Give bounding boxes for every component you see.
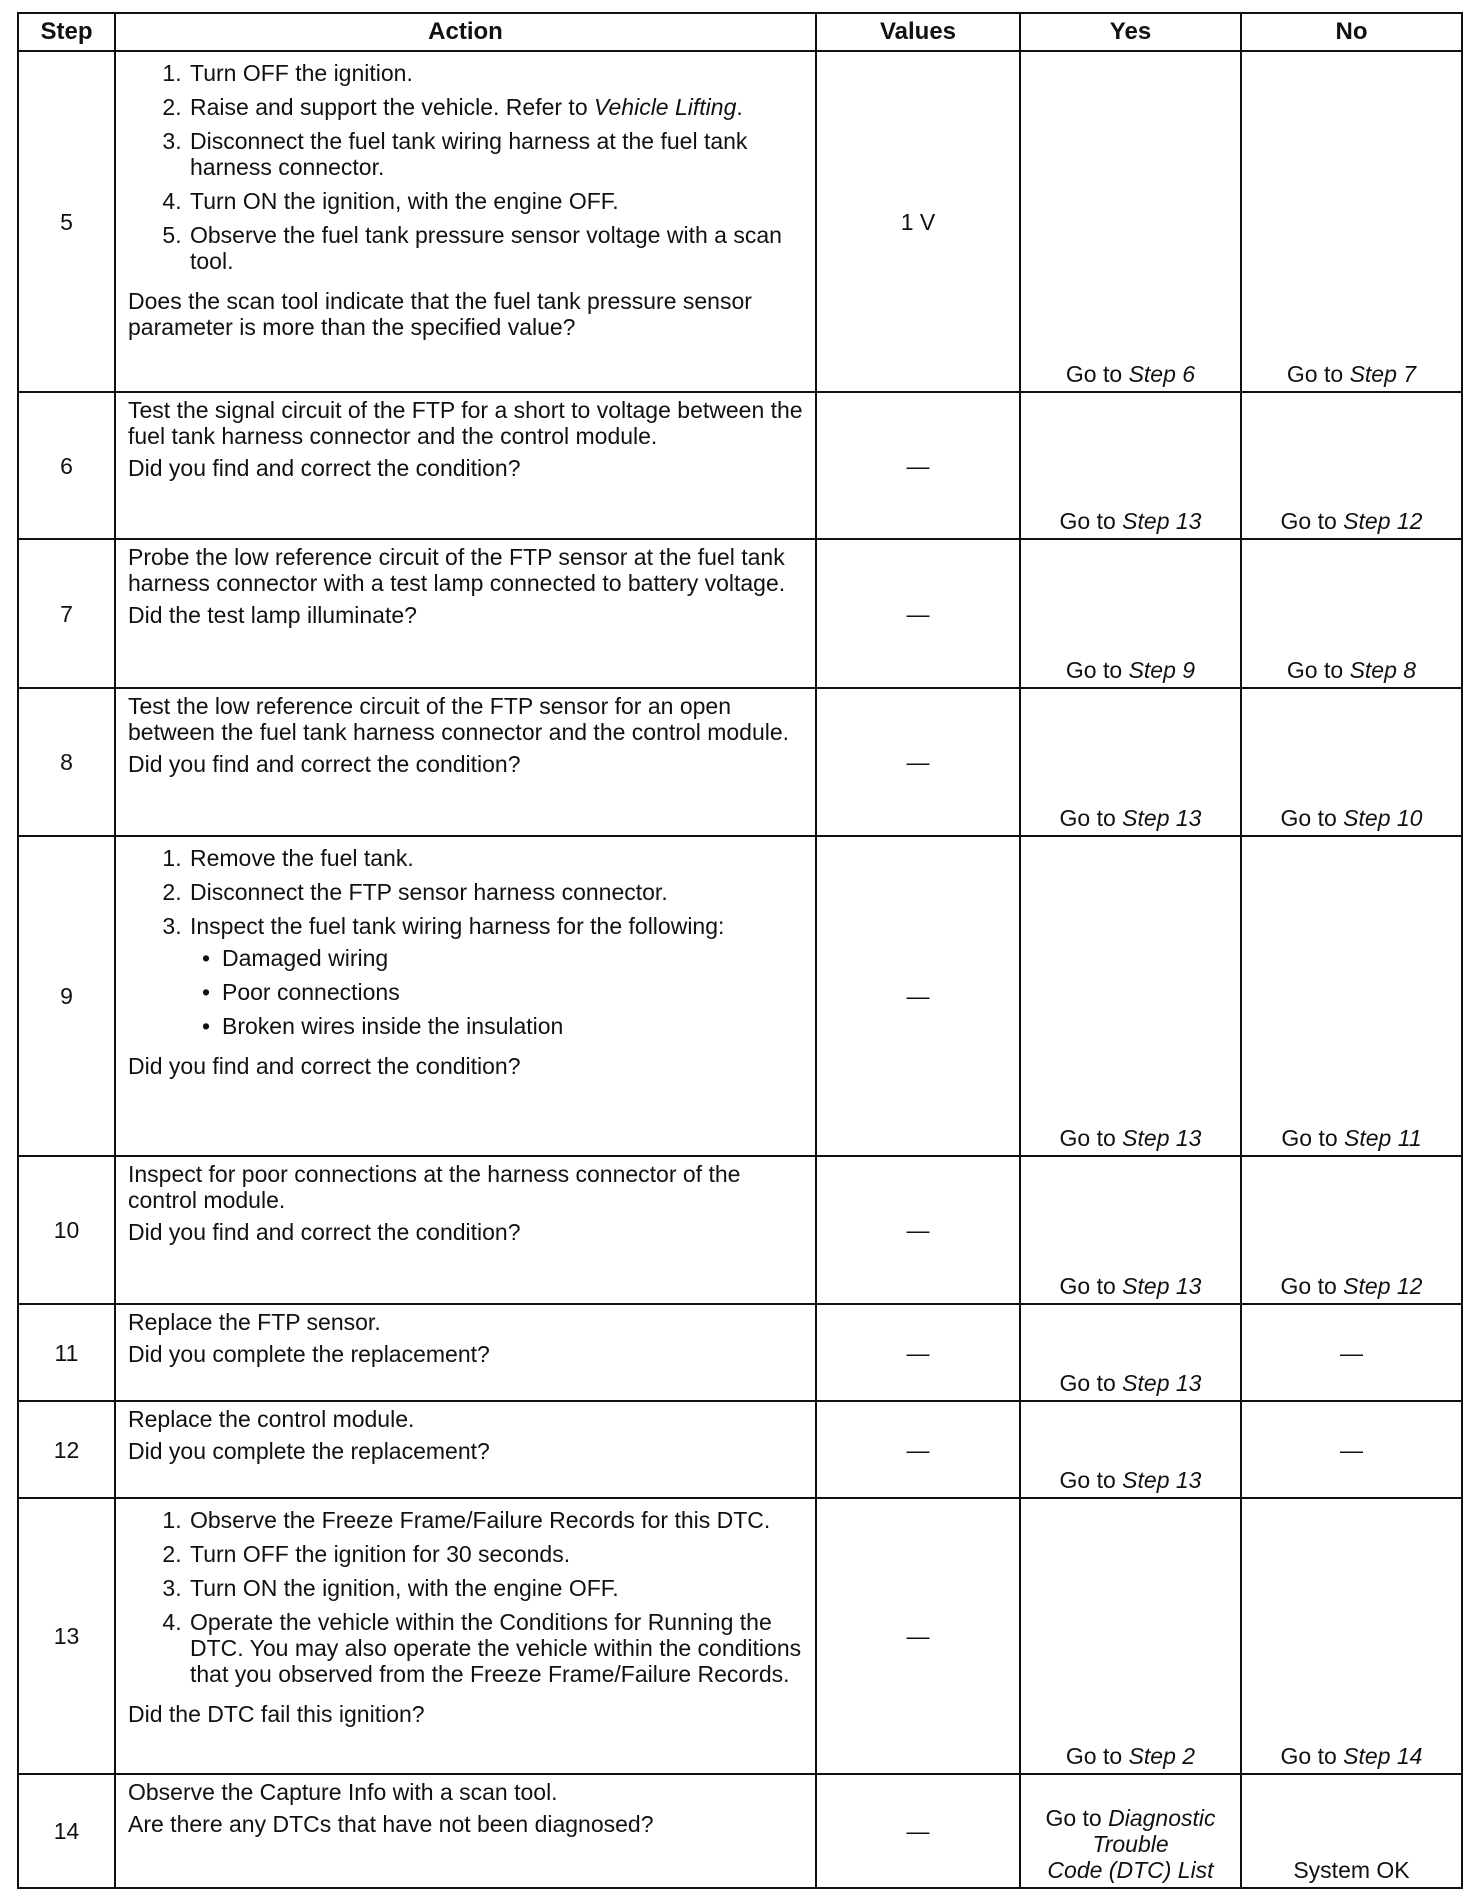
no-cell[interactable]: Go to Step 11 [1241, 836, 1462, 1156]
yes-cell[interactable]: Go to Step 13 [1020, 392, 1241, 539]
header-action: Action [115, 13, 816, 51]
inspection-list [190, 945, 805, 1039]
step-number: 8 [18, 688, 115, 836]
action-question: Did you complete the replacement? [128, 1438, 490, 1464]
yes-cell[interactable]: Go to Step 13 [1020, 1401, 1241, 1498]
value-cell: — [816, 1498, 1020, 1774]
table-row [18, 392, 1462, 539]
action-text: Observe the Capture Info with a scan tool. [128, 1779, 558, 1805]
header-no: No [1241, 13, 1462, 51]
step-number: 12 [18, 1401, 115, 1498]
action-cell [115, 392, 816, 539]
step-number: 5 [18, 51, 115, 392]
action-text: Replace the control module. [128, 1406, 415, 1432]
value-cell: — [816, 392, 1020, 539]
action-cell [115, 688, 816, 836]
action-question: Are there any DTCs that have not been diagnosed? [128, 1811, 654, 1837]
value-cell: — [816, 836, 1020, 1156]
action-cell [115, 1304, 816, 1401]
table-row [18, 688, 1462, 836]
action-step: 2. Disconnect the FTP sensor harness connector. [188, 879, 805, 905]
list-item: • Poor connections [220, 979, 805, 1005]
no-cell[interactable]: Go to Step 12 [1241, 1156, 1462, 1304]
action-question: Does the scan tool indicate that the fuel tank pressure sensor parameter is more than the specified value? [128, 288, 752, 340]
yes-cell[interactable]: Go to Step 13 [1020, 1156, 1241, 1304]
action-step: 3. Disconnect the fuel tank wiring harness at the fuel tank harness connector. [188, 128, 805, 180]
no-cell: — [1241, 1401, 1462, 1498]
action-text: Probe the low reference circuit of the FTP sensor at the fuel tank harness connector with a test lamp connected to battery voltage. [128, 544, 786, 596]
yes-cell[interactable]: Go to Step 13 [1020, 1304, 1241, 1401]
no-cell: System OK [1241, 1774, 1462, 1888]
action-text: Test the low reference circuit of the FTP sensor for an open between the fuel tank harness connector and the control module. [128, 693, 790, 745]
table-row [18, 1498, 1462, 1774]
header-values: Values [816, 13, 1020, 51]
no-cell[interactable]: Go to Step 8 [1241, 539, 1462, 688]
action-steps [128, 1507, 805, 1695]
action-step: 2. Turn OFF the ignition for 30 seconds. [188, 1541, 805, 1567]
yes-cell[interactable]: Go to Diagnostic Trouble Code (DTC) List [1020, 1774, 1241, 1888]
action-cell [115, 1498, 816, 1774]
header-row [18, 13, 1462, 51]
action-step: 5. Observe the fuel tank pressure sensor voltage with a scan tool. [188, 222, 805, 274]
action-steps [128, 845, 805, 1039]
vehicle-lifting-ref[interactable]: Vehicle Lifting [594, 94, 737, 120]
step-number: 9 [18, 836, 115, 1156]
value-cell: 1 V [816, 51, 1020, 392]
no-cell[interactable]: Go to Step 12 [1241, 392, 1462, 539]
table-row [18, 539, 1462, 688]
action-step: 3. Turn ON the ignition, with the engine OFF. [188, 1575, 805, 1601]
action-question: Did the test lamp illuminate? [128, 602, 417, 628]
value-cell: — [816, 1304, 1020, 1401]
action-cell [115, 1401, 816, 1498]
no-cell[interactable]: Go to Step 7 [1241, 51, 1462, 392]
no-cell[interactable]: Go to Step 10 [1241, 688, 1462, 836]
value-cell: — [816, 1401, 1020, 1498]
no-cell[interactable]: Go to Step 14 [1241, 1498, 1462, 1774]
step-number: 14 [18, 1774, 115, 1888]
yes-cell[interactable]: Go to Step 2 [1020, 1498, 1241, 1774]
action-step: 3. Inspect the fuel tank wiring harness for the following: • Damaged wiring • Poor connections • Broken wires inside the insulation [188, 913, 805, 1039]
value-cell: — [816, 1156, 1020, 1304]
yes-cell[interactable]: Go to Step 6 [1020, 51, 1241, 392]
action-step: 4. Turn ON the ignition, with the engine OFF. [188, 188, 805, 214]
action-cell [115, 1774, 816, 1888]
action-step: 2. Raise and support the vehicle. Refer to Vehicle Lifting. [188, 94, 805, 120]
action-question: Did you find and correct the condition? [128, 1219, 521, 1245]
action-cell [115, 836, 816, 1156]
table-row [18, 1304, 1462, 1401]
yes-cell[interactable]: Go to Step 13 [1020, 836, 1241, 1156]
value-cell: — [816, 688, 1020, 836]
step-number: 11 [18, 1304, 115, 1401]
table-row [18, 51, 1462, 392]
no-cell: — [1241, 1304, 1462, 1401]
header-step: Step [18, 13, 115, 51]
action-step: 1. Turn OFF the ignition. [188, 60, 805, 86]
step-number: 13 [18, 1498, 115, 1774]
list-item: • Broken wires inside the insulation [220, 1013, 805, 1039]
table-row [18, 1774, 1462, 1888]
action-text: Test the signal circuit of the FTP for a short to voltage between the fuel tank harness connector and the control module. [128, 397, 803, 449]
step-number: 7 [18, 539, 115, 688]
action-question: Did you find and correct the condition? [128, 751, 521, 777]
yes-cell[interactable]: Go to Step 9 [1020, 539, 1241, 688]
table-row [18, 1401, 1462, 1498]
action-cell [115, 51, 816, 392]
action-cell [115, 1156, 816, 1304]
action-step: 1. Observe the Freeze Frame/Failure Records for this DTC. [188, 1507, 805, 1533]
action-steps [128, 60, 805, 282]
header-yes: Yes [1020, 13, 1241, 51]
yes-cell[interactable]: Go to Step 13 [1020, 688, 1241, 836]
value-cell: — [816, 539, 1020, 688]
list-item: • Damaged wiring [220, 945, 805, 971]
step-number: 10 [18, 1156, 115, 1304]
value-cell: — [816, 1774, 1020, 1888]
table-row [18, 1156, 1462, 1304]
action-question: Did you find and correct the condition? [128, 1053, 521, 1079]
action-question: Did you find and correct the condition? [128, 455, 521, 481]
action-text: Inspect for poor connections at the harness connector of the control module. [128, 1161, 741, 1213]
action-question: Did you complete the replacement? [128, 1341, 490, 1367]
action-step: 4. Operate the vehicle within the Conditions for Running the DTC. You may also operate the vehicle within the conditions that you observed from the Freeze Frame/Failure Records. [188, 1609, 805, 1687]
table-row [18, 836, 1462, 1156]
action-question: Did the DTC fail this ignition? [128, 1701, 425, 1727]
step-number: 6 [18, 392, 115, 539]
action-cell [115, 539, 816, 688]
action-step: 1. Remove the fuel tank. [188, 845, 805, 871]
diagnostic-table [17, 12, 1463, 1889]
action-text: Replace the FTP sensor. [128, 1309, 381, 1335]
